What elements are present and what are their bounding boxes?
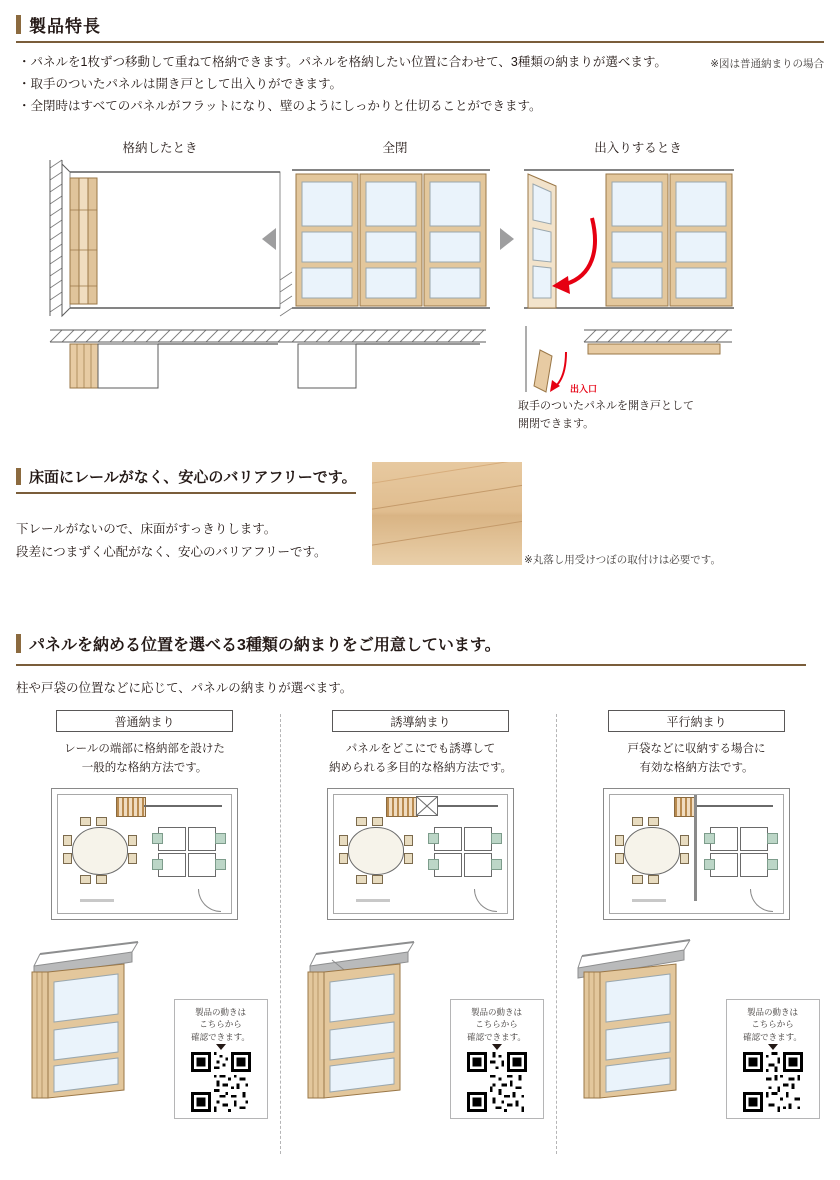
page-title-text: 製品特長 [29,17,101,36]
sofa [80,899,114,902]
floorplan-normal [51,788,238,920]
chair [615,853,624,864]
type-label-guided: 誘導納まり [332,710,509,732]
qr-caption-guided-line2: こちらから [475,1019,518,1030]
arrow-right-icon [500,228,514,250]
qr-panel-normal[interactable] [174,999,268,1119]
floorplan-parallel [603,788,790,920]
type-desc-parallel-line2: 有効な格納方法です。 [639,761,754,774]
type-label-normal: 普通納まり [56,710,233,732]
three-types-accent-bar [16,634,21,653]
triangle-down-icon [216,1044,226,1050]
desk [740,827,768,851]
title-accent-bar [16,15,21,34]
plant [215,859,226,870]
type-desc-guided-line1: パネルをどこにでも誘導して [345,743,496,755]
barrier-free-line-1: 下レールがないので、床面がすっきりします。 [16,522,277,536]
chair [648,817,659,826]
sofa [356,899,390,902]
type-column-guided [288,710,553,1160]
floor-grain-3 [372,516,522,548]
entering-caption-line1: 取手のついたパネルを開き戸として [518,400,694,412]
perspective-guided [296,934,546,1119]
chair [63,853,72,864]
diagram-stored-plan [48,322,298,402]
perspective-normal [20,934,270,1119]
guided-cross-icon [416,796,438,816]
three-types-underline [16,664,806,666]
feature-bullets [18,52,667,118]
chair [339,853,348,864]
diagram-column-title-3: 出入りするとき [594,141,682,155]
plant [152,833,163,844]
chair [680,853,689,864]
plant [428,859,439,870]
qr-caption-guided-line3: 確認できます。 [467,1031,526,1042]
chair [372,817,383,826]
chair [372,875,383,884]
diagram-entering-plan [522,322,742,402]
arrow-left-icon [262,228,276,250]
chair [96,817,107,826]
chair [128,835,137,846]
type-column-parallel [564,710,829,1160]
chair [680,835,689,846]
diagram-column-title-2: 全閉 [382,141,408,155]
qr-caption-parallel [727,1000,819,1043]
chair [339,835,348,846]
panel-drawing-parallel [572,938,712,1108]
floor-grain-1 [372,462,522,487]
meeting-table-normal [72,827,128,875]
qr-caption-guided-line1: 製品の動きは [470,1006,522,1017]
chair [96,875,107,884]
type-desc-parallel-line1: 戸袋などに収納する場合に [627,743,766,755]
qr-caption-normal-line3: 確認できます。 [191,1031,250,1042]
plant [704,833,715,844]
plant [215,833,226,844]
panel-drawing-normal [20,938,160,1108]
triangle-down-icon [768,1044,778,1050]
qr-caption-guided [451,1000,543,1043]
chair [63,835,72,846]
barrier-free-note: ※丸落し用受けつぼの取付けは必要です。 [524,554,721,566]
page-title [16,12,824,43]
qr-panel-parallel[interactable] [726,999,820,1119]
chair [128,853,137,864]
plant [491,833,502,844]
sofa [632,899,666,902]
plant [704,859,715,870]
diagram-entering-elevation [522,158,742,338]
plant [428,833,439,844]
qr-caption-parallel-line3: 確認できます。 [743,1031,802,1042]
chair [80,817,91,826]
stored-panels-parallel [674,797,696,817]
chair [80,875,91,884]
diagram-closed-plan [290,322,500,402]
qr-panel-guided[interactable] [450,999,544,1119]
stored-panels-guided [386,797,418,817]
floor-photo [372,462,522,565]
desk [464,853,492,877]
bullet-3: ・全閉時はすべてのパネルがフラットになり、壁のようにしっかりと仕切ることができます。 [18,98,542,113]
panel-drawing-guided [296,938,436,1108]
type-desc-parallel [564,740,829,778]
plant [491,859,502,870]
barrier-free-underline [16,492,356,494]
qr-caption-normal-line2: こちらから [199,1019,242,1030]
desk [188,853,216,877]
plant [767,859,778,870]
three-types-heading [16,632,501,655]
qr-code-parallel[interactable] [743,1052,803,1112]
type-desc-normal-line2: 一般的な格納方法です。 [81,761,208,774]
perspective-parallel [572,934,822,1119]
triangle-down-icon [492,1044,502,1050]
floorplan-guided [327,788,514,920]
type-column-normal [12,710,277,1160]
meeting-table-parallel [624,827,680,875]
qr-caption-parallel-line2: こちらから [751,1019,794,1030]
barrier-free-heading [16,466,357,487]
chair [632,817,643,826]
partition-line-guided [438,805,498,807]
diagram-stored-elevation [48,158,298,338]
chair [404,835,413,846]
diagram-column-title-1: 格納したとき [122,141,198,155]
chair [632,875,643,884]
pocket-wall-parallel [694,795,697,901]
partition-line-normal [144,805,222,807]
type-desc-guided-line2: 納められる多目的な格納方法です。 [328,761,513,774]
type-desc-normal [12,740,277,778]
diagram-closed-elevation [290,158,500,338]
three-types-heading-text: パネルを納める位置を選べる3種類の納まりをご用意しています。 [29,637,501,654]
diagram-note: ※図は普通納まりの場合 [710,58,824,70]
entering-caption-line2: 開閉できます。 [518,418,595,430]
qr-caption-parallel-line1: 製品の動きは [746,1006,798,1017]
desk [464,827,492,851]
meeting-table-guided [348,827,404,875]
qr-caption-normal-line1: 製品の動きは [194,1006,246,1017]
barrier-free-accent-bar [16,468,21,485]
chair [648,875,659,884]
bullet-2: ・取手のついたパネルは開き戸として出入りができます。 [18,76,343,91]
plant [152,859,163,870]
three-types-columns [8,710,832,1170]
qr-code-normal[interactable] [191,1052,251,1112]
type-desc-guided [288,740,553,778]
chair [404,853,413,864]
three-types-subtext: 柱や戸袋の位置などに応じて、パネルの納まりが選べます。 [16,681,353,695]
desk [188,827,216,851]
feature-diagram [0,130,840,440]
qr-code-guided[interactable] [467,1052,527,1112]
column-divider-2 [556,714,557,1154]
barrier-free-body [16,518,327,564]
entrance-label: 出入口 [570,384,598,394]
type-desc-normal-line1: レールの端部に格納部を設けた [64,743,225,755]
floor-grain-2 [372,480,522,512]
chair [356,817,367,826]
bullet-1: ・パネルを1枚ずつ移動して重ねて格納できます。パネルを格納したい位置に合わせて、3種類の納まりが選べます。 [18,55,667,69]
desk [740,853,768,877]
chair [615,835,624,846]
stored-panels-normal [116,797,146,817]
column-divider-1 [280,714,281,1154]
chair [356,875,367,884]
barrier-free-line-2: 段差につまずく心配がなく、安心のバリアフリーです。 [16,545,327,560]
plant [767,833,778,844]
partition-line-parallel [697,805,773,807]
type-label-parallel: 平行納まり [608,710,785,732]
qr-caption-normal [175,1000,267,1043]
barrier-free-heading-text: 床面にレールがなく、安心のバリアフリーです。 [29,469,357,486]
